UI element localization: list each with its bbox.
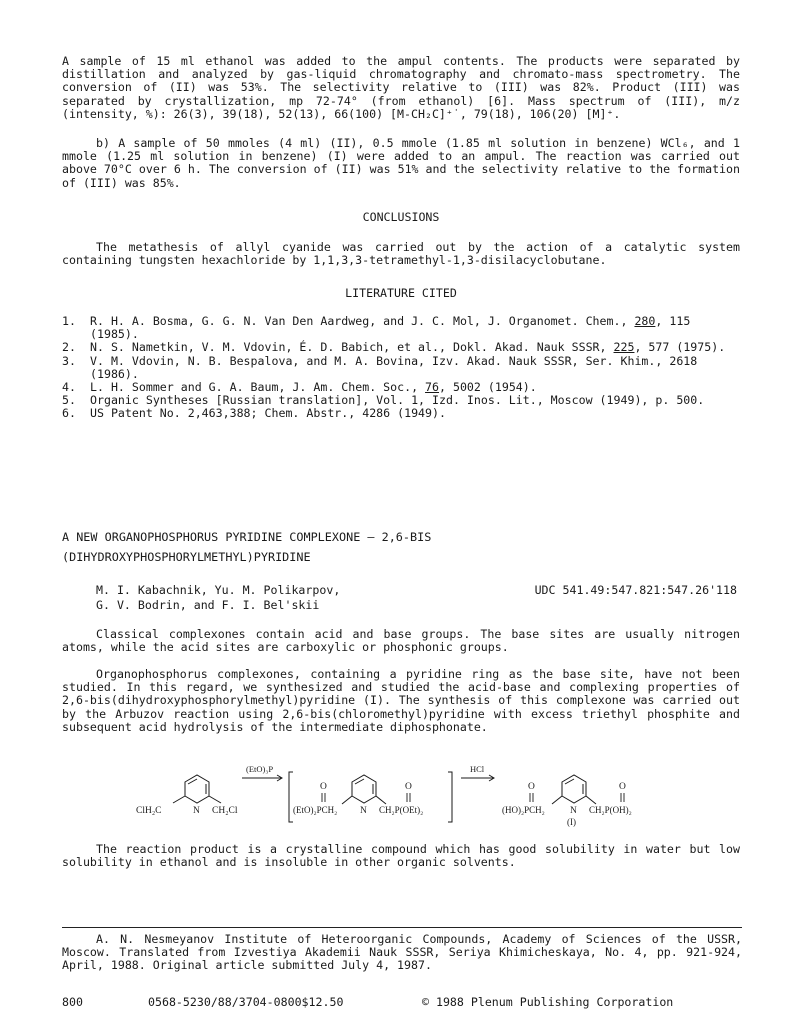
- product-double-bond-1: [530, 793, 533, 802]
- pyridine-ring-intermediate: [342, 775, 386, 804]
- intermediate-right-group: CH₂P(OEt)₂: [379, 805, 424, 815]
- literature-heading: LITERATURE CITED: [345, 286, 457, 300]
- product-right-group: CH₂P(OH)₂: [589, 805, 632, 815]
- product-ring-nitrogen: N: [570, 806, 577, 816]
- product-left-group: (HO)₂PCH₂: [502, 805, 545, 815]
- reaction-arrow-2: [461, 775, 494, 781]
- intermediate-double-bond-1: [322, 793, 325, 802]
- reference-item: 1. R. H. A. Bosma, G. G. N. Van Den Aardweg, and J. C. Mol, J. Organomet. Chem., 280, 115 (1985).: [62, 314, 691, 342]
- pyridine-ring-product: [552, 775, 596, 804]
- reference-item: 2. N. S. Nametkin, V. M. Vdovin, É. D. Babich, et al., Dokl. Akad. Nauk SSSR, 225, 577 (1975).: [62, 340, 726, 355]
- starting-left-group: ClH₂C: [136, 806, 162, 816]
- intermediate-oxygen-1: O: [320, 782, 327, 792]
- pyridine-ring-starting-material: [173, 775, 221, 803]
- reagent-triethyl-phosphite: (EtO)₃P: [246, 764, 274, 774]
- issn-code: 0568-5230/88/3704-0800$12.50: [148, 995, 344, 1009]
- product-oxygen-1: O: [528, 782, 535, 792]
- after-scheme-paragraph: The reaction product is a crystalline compound which has good solubility in water but low solubility in ethanol and is insoluble in other organic solvents.: [62, 842, 740, 870]
- product-double-bond-2: [621, 793, 624, 802]
- page-number: 800: [62, 995, 83, 1009]
- authors-line-2: G. V. Bodrin, and F. I. Bel'skii: [96, 598, 320, 612]
- product-oxygen-2: O: [619, 782, 626, 792]
- authors-line-1: M. I. Kabachnik, Yu. M. Polikarpov,: [96, 583, 341, 597]
- starting-right-group: CH₂Cl: [212, 806, 238, 816]
- bracket-right: [448, 772, 452, 822]
- paragraph-sample-b: b) A sample of 50 mmoles (4 ml) (II), 0.5 mmole (1.85 ml solution in benzene) WCl₆, and 1 mmole (1.25 ml solution in benzene) (I) were added to an ampul. The reaction was carried out above 70°C over 6 h. The conversion of (II) was 51% and the selectivity relative to the formation of (III) was 85%.: [62, 136, 740, 190]
- reagent-hcl: HCl: [470, 764, 485, 774]
- article-title-line-2: (DIHYDROXYPHOSPHORYLMETHYL)PYRIDINE: [62, 550, 311, 564]
- intermediate-oxygen-2: O: [405, 782, 412, 792]
- reference-item: 3. V. M. Vdovin, N. B. Bespalova, and M. A. Bovina, Izv. Akad. Nauk SSSR, Ser. Khim., 2618 (1986).: [62, 353, 698, 381]
- conclusions-text: The metathesis of allyl cyanide was carried out by the action of a catalytic system containing tungsten hexachloride by 1,1,3,3-tetramethyl-1,3-disilacyclobutane.: [62, 240, 740, 268]
- starting-ring-nitrogen: N: [193, 806, 200, 816]
- reaction-scheme: [130, 760, 690, 840]
- conclusions-heading: CONCLUSIONS: [362, 210, 440, 224]
- affiliation-footnote: A. N. Nesmeyanov Institute of Heteroorganic Compounds, Academy of Sciences of the USSR, Moscow. Translated from Izvestiya Akademii Nauk SSSR, Seriya Khimicheskaya, No. 4, pp. 921-924, April, 1988. Original article submitted July 4, 1987.: [62, 932, 742, 973]
- intro-paragraph-1: Classical complexones contain acid and base groups. The base sites are usually nitrogen atoms, while the acid sites are carboxylic or phosphonic groups.: [62, 627, 740, 655]
- intro-paragraph-2: Organophosphorus complexones, containing a pyridine ring as the base site, have not been studied. In this regard, we synthesized and studied the acid-base and complexing properties of 2,6-bis(dihydroxyphosphorylmethyl)pyridine (I). The synthesis of this complexone was carried out by the Arbuzov reaction using 2,6-bis(chloromethyl)pyridine with excess triethyl phosphite and subsequent acid hydrolysis of the intermediate diphosphonate.: [62, 667, 740, 734]
- copyright-line: © 1988 Plenum Publishing Corporation: [422, 995, 674, 1009]
- intermediate-ring-nitrogen: N: [360, 806, 367, 816]
- article-title-line-1: A NEW ORGANOPHOSPHORUS PYRIDINE COMPLEXONE — 2,6-BIS: [62, 530, 432, 544]
- udc-code: UDC 541.49:547.821:547.26'118: [534, 583, 737, 597]
- reference-list: [62, 315, 742, 421]
- reference-item: 5. Organic Syntheses [Russian translation], Vol. 1, Izd. Inos. Lit., Moscow (1949), p. 500.: [62, 393, 705, 408]
- reference-item: 6. US Patent No. 2,463,388; Chem. Abstr., 4286 (1949).: [62, 406, 446, 421]
- intermediate-left-group: (EtO)₂PCH₂: [293, 805, 338, 815]
- product-label: (I): [567, 817, 576, 827]
- footnote-rule: [62, 927, 742, 928]
- reference-item: 4. L. H. Sommer and G. A. Baum, J. Am. Chem. Soc., 76, 5002 (1954).: [62, 380, 537, 395]
- paragraph-sample-a: A sample of 15 ml ethanol was added to the ampul contents. The products were separated by distillation and analyzed by gas-liquid chromatography and chromato-mass spectrometry. The conversion of (II) was 53%. The selectivity relative to (III) was 82%. Product (III) was separated by crystallization, mp 72-74° (from ethanol) [6]. Mass spectrum of (III), m/z (intensity, %): 26(3), 39(18), 52(13), 66(100) [M-CH₂C]⁺˙, 79(18), 106(20) [M]⁺.: [62, 54, 740, 121]
- intermediate-double-bond-2: [407, 793, 410, 802]
- reaction-arrow-1: [242, 775, 282, 781]
